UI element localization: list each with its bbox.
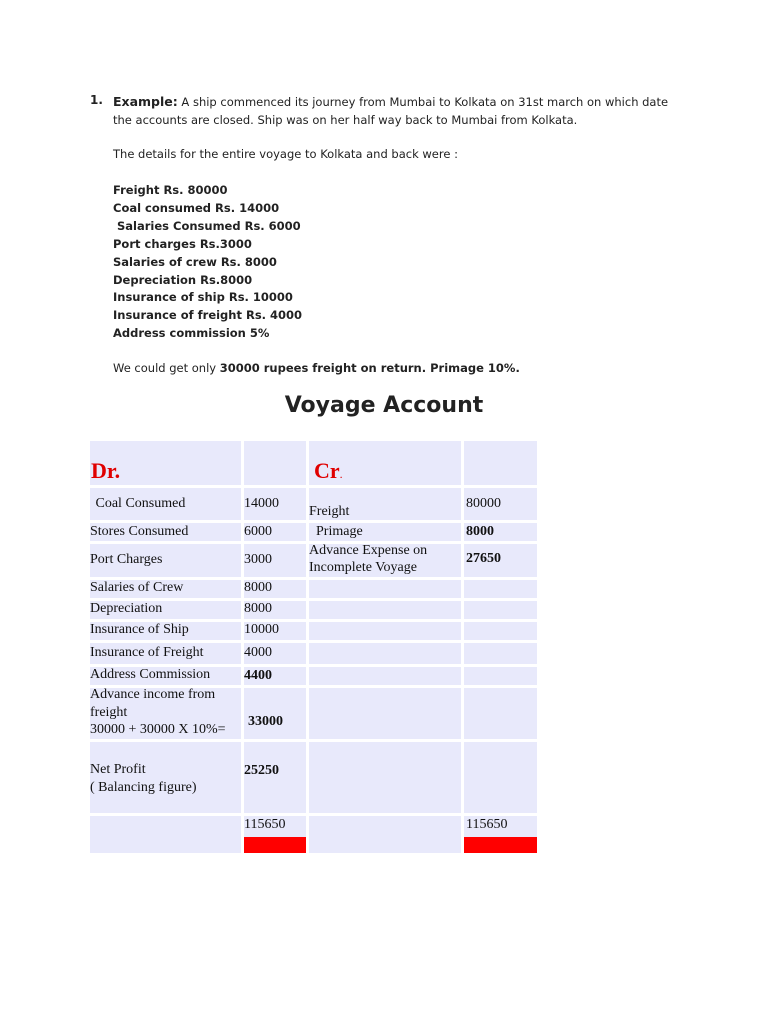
credit-amount-cell [464,544,537,577]
debit-label: Address Commission [90,667,211,682]
debit-amount: 6000 [244,524,272,539]
credit-total: 115650 [466,817,508,832]
debit-amount: 14000 [244,496,279,511]
empty-cell [309,643,461,664]
credit-amount-cell [464,523,537,541]
debit-label: Coal Consumed [92,496,186,511]
empty-cell [464,580,537,598]
debit-amount-cell [244,742,306,813]
detail-item: Freight Rs. 80000 [113,183,228,197]
debit-amount-cell [244,580,306,598]
debit-label: Depreciation [90,601,163,616]
credit-total-highlight [464,837,537,853]
cr-text: Cr [314,458,340,483]
advance-income-line-2: freight [90,705,128,720]
dr-header-cell [90,441,241,485]
empty-cell [309,580,461,598]
net-profit-line-1: Net Profit [90,762,146,777]
credit-label: Primage [309,524,363,539]
debit-amount: 4400 [244,668,272,683]
advance-expense-line-2: Incomplete Voyage [309,560,417,575]
detail-item: Salaries of crew Rs. 8000 [113,254,277,269]
question-line-1: A ship commenced its journey from Mumbai to Kolkata on 31st march on which date [177,95,669,109]
debit-label-cell [90,667,241,685]
return-bold: 30000 rupees freight on return. Primage 10%. [219,361,520,375]
debit-amount-cell [244,523,306,541]
debit-label-cell [90,643,241,664]
advance-expense-line-1: Advance Expense on [309,543,428,558]
debit-amount: 33000 [248,714,283,729]
debit-label: Salaries of Crew [90,580,184,595]
detail-item: Port charges Rs.3000 [113,236,252,251]
header-cell [464,441,537,485]
page-title: Voyage Account [284,393,484,418]
credit-label-cell [309,488,461,520]
question-line-2: the accounts are closed. Ship was on her half way back to Mumbai from Kolkata. [113,113,578,127]
credit-amount: 8000 [466,524,494,539]
empty-cell [464,601,537,619]
return-note [113,361,520,375]
debit-label-cell [90,688,241,739]
empty-cell [309,622,461,640]
debit-label-cell [90,580,241,598]
debit-label-cell [90,488,241,520]
debit-amount-cell [244,488,306,520]
credit-label-cell [309,523,461,541]
details-intro: The details for the entire voyage to Kolkata and back were : [113,147,458,161]
debit-amount-cell [244,643,306,664]
debit-label-cell [90,742,241,813]
debit-amount: 8000 [244,580,272,595]
debit-label-cell [90,544,241,577]
debit-label-cell [90,523,241,541]
debit-amount: 8000 [244,601,272,616]
debit-total-highlight [244,837,306,853]
debit-label: Insurance of Ship [90,622,189,637]
empty-cell [309,688,461,739]
empty-cell [464,742,537,813]
example-keyword: Example: [113,94,178,109]
header-cell [244,441,306,485]
advance-income-line-1: Advance income from [90,687,216,702]
return-prefix: We could get only [113,361,220,375]
credit-amount: 27650 [466,551,501,566]
empty-cell [309,667,461,685]
detail-item: Depreciation Rs.8000 [113,272,253,287]
empty-cell [464,643,537,664]
debit-amount: 25250 [244,763,279,778]
net-profit-line-2: ( Balancing figure) [90,780,197,795]
empty-cell [309,742,461,813]
empty-cell [309,816,461,853]
debit-amount: 3000 [244,552,272,567]
cr-header-cell [309,441,461,485]
voyage-account-table [90,441,537,853]
details-list [113,182,302,343]
empty-cell [464,667,537,685]
dr-label: Dr. [91,458,121,483]
debit-amount-cell [244,688,306,739]
debit-amount-cell [244,622,306,640]
credit-label: Freight [309,504,350,519]
debit-label-cell [90,622,241,640]
advance-income-line-3: 30000 + 30000 X 10%= [90,722,226,737]
detail-item: Insurance of freight Rs. 4000 [113,308,303,323]
debit-amount-cell [244,601,306,619]
empty-cell [464,688,537,739]
detail-item: Salaries Consumed Rs. 6000 [113,218,301,233]
cr-dot: . [339,467,343,481]
debit-label-cell [90,601,241,619]
debit-amount-cell [244,667,306,685]
detail-item: Insurance of ship Rs. 10000 [113,290,293,305]
debit-total: 115650 [244,817,286,832]
question-text [113,93,683,129]
cr-label [314,458,343,484]
debit-amount: 10000 [244,622,279,637]
total-label-cell [90,816,241,853]
credit-amount: 80000 [466,496,501,511]
detail-item: Address commission 5% [113,326,270,341]
detail-item: Coal consumed Rs. 14000 [113,200,280,215]
debit-amount: 4000 [244,645,272,660]
empty-cell [309,601,461,619]
empty-cell [464,622,537,640]
debit-label: Insurance of Freight [90,645,204,660]
question-number: 1. [90,93,103,107]
debit-label: Stores Consumed [90,524,189,539]
debit-label: Port Charges [90,552,163,567]
debit-amount-cell [244,544,306,577]
credit-amount-cell [464,488,537,520]
credit-label-cell [309,544,461,577]
